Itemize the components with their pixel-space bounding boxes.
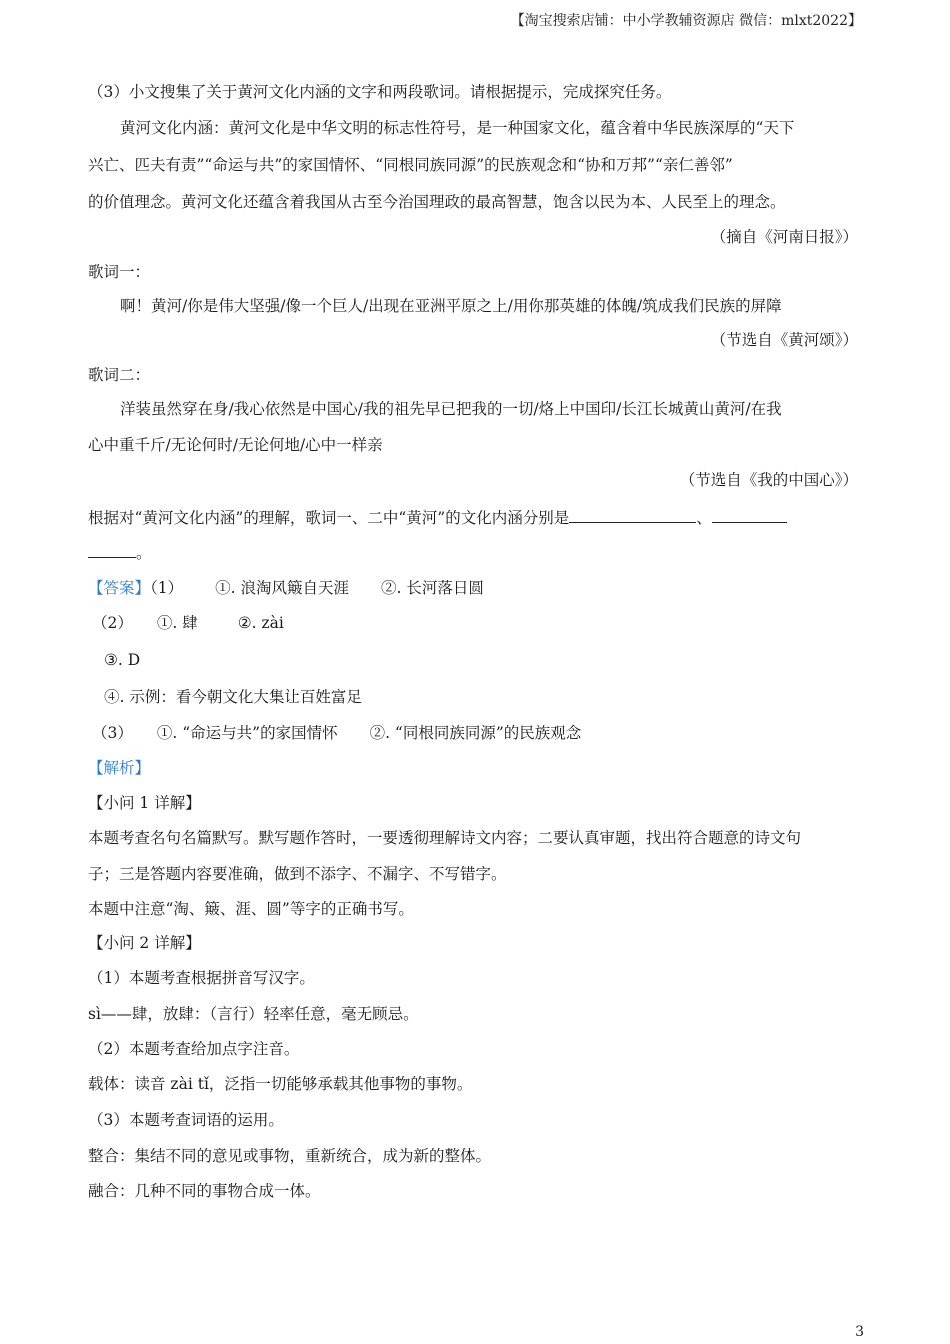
lyric1-source: （节选自《黄河颂》） [710,331,858,349]
answer-3-number: （3） [92,724,133,742]
passage-source: （摘自《河南日报》） [710,228,858,246]
passage-line-1: 黄河文化内涵：黄河文化是中华文明的标志性符号，是一种国家文化，蕴含着中华民族深厚的“天下 [120,119,795,137]
header-banner: 【淘宝搜索店铺：中小学教辅资源店 微信：mlxt2022】 [510,13,862,29]
answer-2-number: （2） [92,614,133,632]
lyric1-text: 啊！黄河/你是伟大坚强/像一个巨人/出现在亚洲平原之上/用你那英雄的体魄/筑成我们民族的屏障 [120,297,782,315]
analysis-label: 【解析】 [88,759,151,777]
q2-line-4: 载体：读音 zài tǐ，泛指一切能够承载其他事物的事物。 [88,1075,473,1093]
passage-line-2: 兴亡、匹夫有责”“命运与共”的家国情怀、“同根同族同源”的民族观念和“协和万邦”“亲仁善邻” [88,156,733,174]
q2-line-6: 整合：集结不同的意见或事物，重新统合，成为新的整体。 [88,1147,492,1165]
q1-line-2: 子；三是答题内容要准确，做到不添字、不漏字、不写错字。 [88,865,507,883]
task-end: 。 [136,544,152,562]
answer-1-number: （1） [150,579,184,597]
q2-line-3: （2）本题考查给加点字注音。 [88,1040,300,1058]
answer-2-part-1: ①. 肆 [156,614,198,632]
q1-line-3: 本题中注意“淘、簸、涯、圆”等字的正确书写。 [88,900,414,918]
answer-label: 【答案】 [88,579,151,597]
answer-3-part-2: ②. “同根同族同源”的民族观念 [369,724,582,742]
q2-line-5: （3）本题考查词语的运用。 [88,1111,284,1129]
q2-line-2: sì——肆，放肆：（言行）轻率任意，毫无顾忌。 [88,1005,419,1023]
answer-line-2 [92,613,284,633]
lyric2-label: 歌词二： [88,366,151,384]
task-separator: 、 [696,509,712,527]
answer-2-part-4: ④. 示例：看今朝文化大集让百姓富足 [104,688,362,706]
task-text: 根据对“黄河文化内涵”的理解，歌词一、二中“黄河”的文化内涵分别是 [88,509,570,527]
answer-3-part-1: ①. “命运与共”的家国情怀 [156,724,338,742]
q2-line-1: （1）本题考查根据拼音写汉字。 [88,969,315,987]
answer-1-part-2: ②. 长河落日圆 [381,579,484,597]
page-number: 3 [855,1324,864,1340]
lyric1-label: 歌词一： [88,263,151,281]
task-line-2 [88,541,152,563]
lyric2-line-1: 洋装虽然穿在身/我心依然是中国心/我的祖先早已把我的一切/烙上中国印/长江长城黄山黄河/在我 [120,400,782,418]
q1-line-1: 本题考查名句名篇默写。默写题作答时，一要透彻理解诗文内容；二要认真审题，找出符合题意的诗文句 [88,829,802,847]
q2-line-7: 融合：几种不同的事物合成一体。 [88,1182,321,1200]
answer-line-1 [88,578,484,598]
q2-heading: 【小问 2 详解】 [88,934,201,952]
question-intro: （3）小文搜集了关于黄河文化内涵的文字和两段歌词。请根据提示，完成探究任务。 [88,83,672,101]
answer-line-3 [92,723,581,743]
lyric2-source: （节选自《我的中国心》） [679,471,858,489]
answer-2-part-2: ②. zài [237,614,284,632]
answer-blank-1[interactable] [569,506,696,523]
q1-heading: 【小问 1 详解】 [88,794,201,812]
task-line [88,506,787,528]
answer-blank-2-cont[interactable] [88,541,136,558]
answer-2-part-3: ③. D [104,651,141,669]
passage-line-3: 的价值理念。黄河文化还蕴含着我国从古至今治国理政的最高智慧，饱含以民为本、人民至上的理念。 [88,193,786,211]
answer-blank-2[interactable] [712,506,787,523]
lyric2-line-2: 心中重千斤/无论何时/无论何地/心中一样亲 [88,436,383,454]
answer-1-part-1: ①. 浪淘风簸自天涯 [215,579,349,597]
